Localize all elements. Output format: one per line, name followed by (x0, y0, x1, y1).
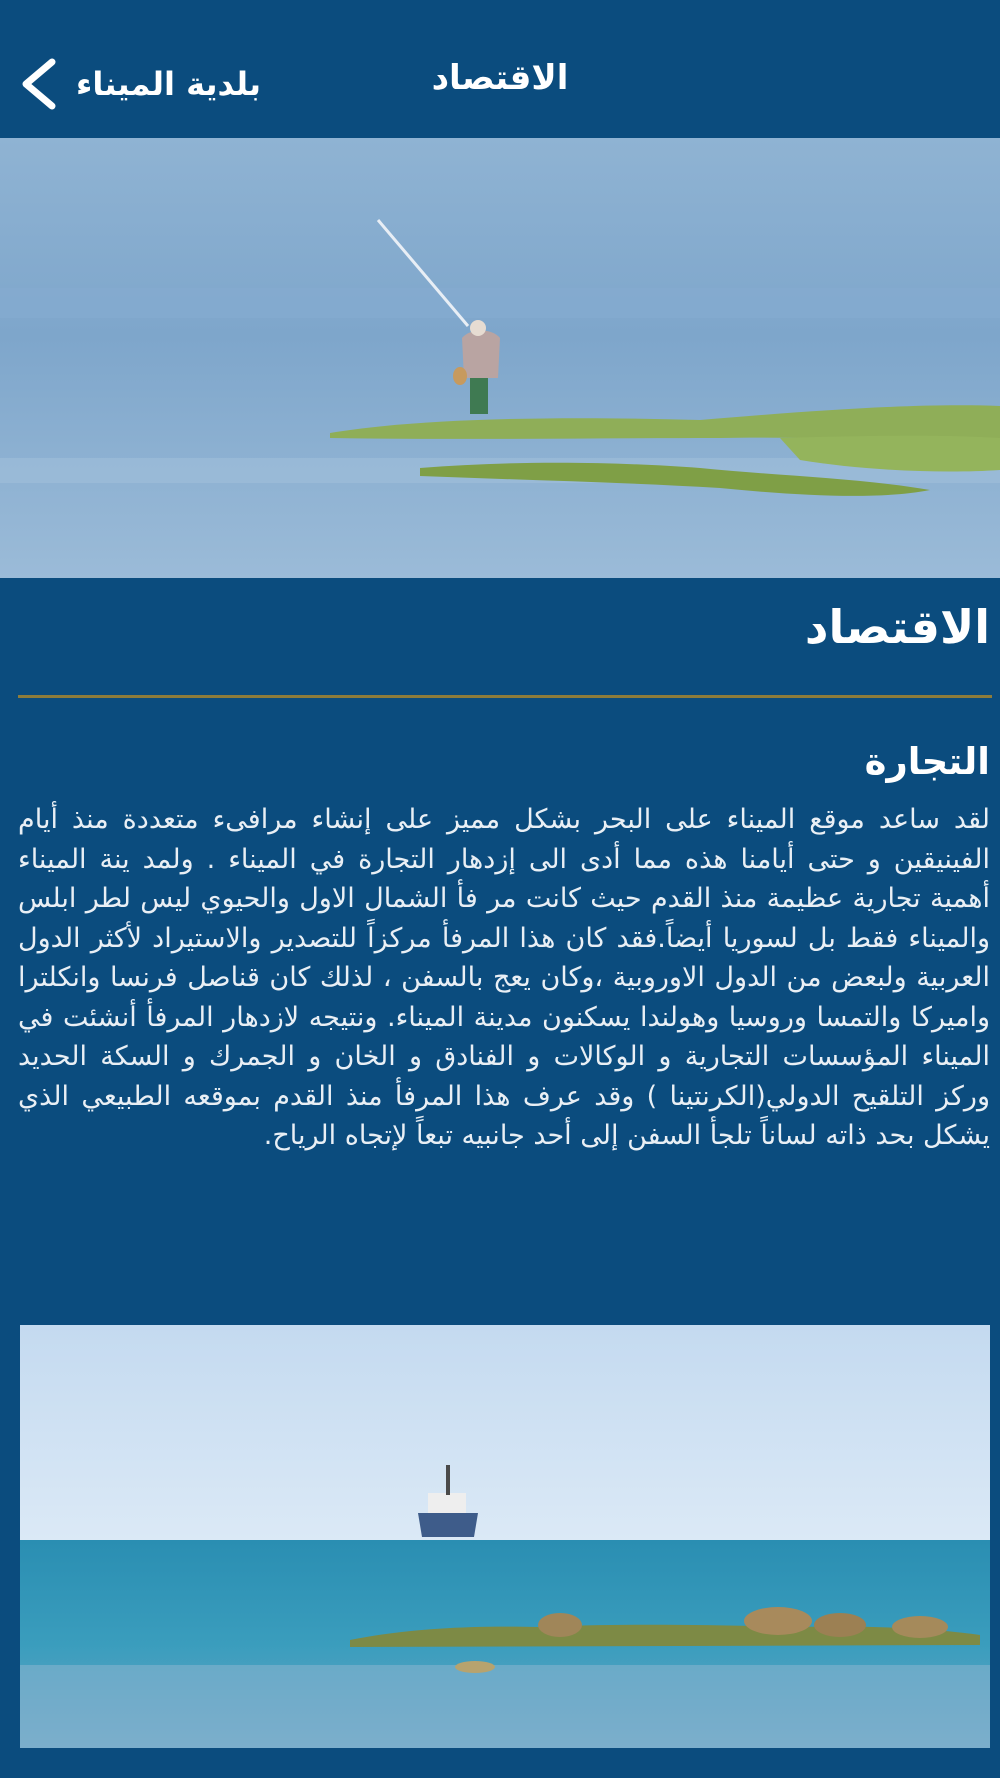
back-button[interactable] (18, 54, 261, 114)
article-heading: الاقتصاد (804, 600, 990, 654)
heading-divider (18, 695, 992, 698)
article-body: لقد ساعد موقع الميناء على البحر بشكل مميز على إنشاء مرافىء متعددة منذ أيام الفينيقين و حتى أيامنا هذه مما أدى الى إزدهار التجارة في الميناء . ولمد ينة الميناء أهمية تجارية عظيمة منذ القدم حيث كانت مر فأ الشمال الاول والحيوي ليس لطر ابلس والميناء فقط بل لسوريا أيضاً.فقد كان هذا المرفأ مركزاً للتصدير والاستيراد لأكثر الدول العربية ولبعض من الدول الاوروبية ،وكان يعج بالسفن ، لذلك كان قناصل فرنسا وانكلترا واميركا والتمسا وروسيا وهولندا يسكنون مدينة الميناء. ونتيجه لازدهار المرفأ أنشئت في الميناء المؤسسات التجارية و الوكالات و الفنادق و الخان و الجمرك و السكة الحديد وركز التلقيح الدولي(الكرنتينا ) وقد عرف هذا المرفأ منذ القدم بموقعه الطبيعي الذي يشكل بحد ذاته لساناً تلجأ السفن إلى أحد جانبيه تبعاً لإتجاه الرياح. (18, 804, 990, 1151)
page-title: الاقتصاد (431, 58, 569, 98)
chevron-left-icon (18, 58, 58, 110)
navigation-bar (0, 0, 1000, 136)
hero-photo-fisherman (0, 138, 1000, 578)
section-subheading: التجارة (864, 740, 990, 783)
bottom-photo-ship (20, 1325, 990, 1748)
back-button-label: بلدية الميناء (76, 65, 262, 103)
